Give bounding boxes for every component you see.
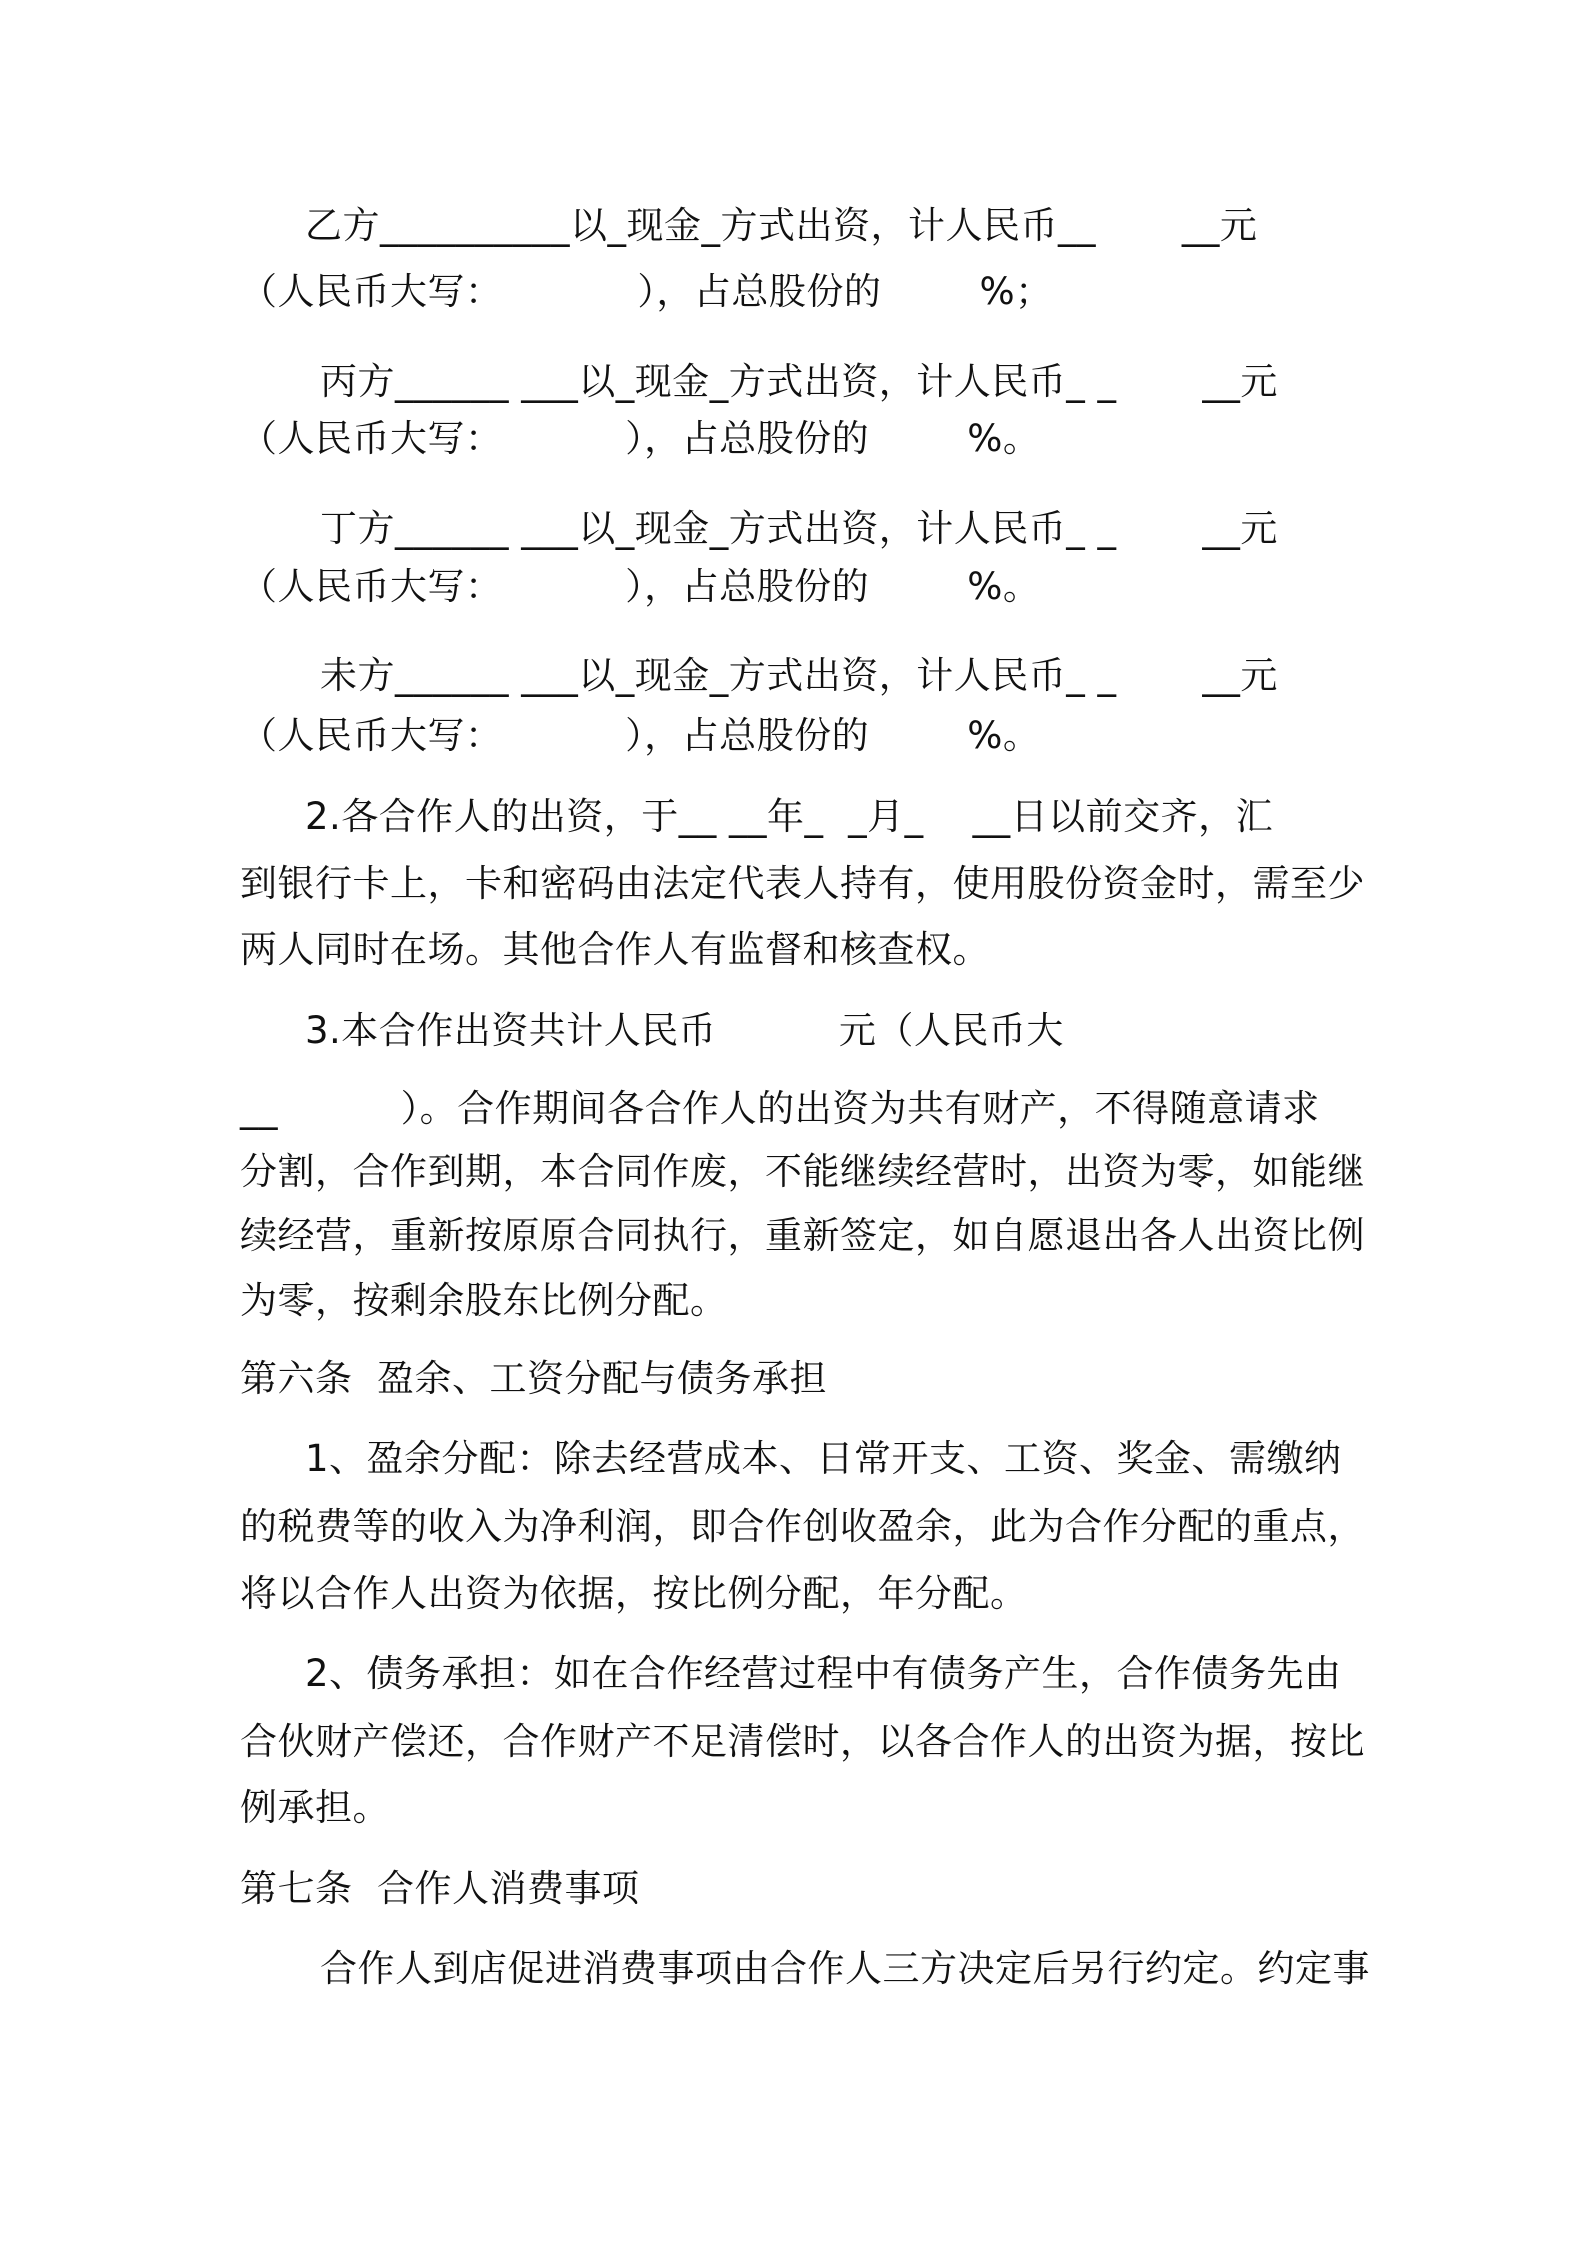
article6-item1-line3: 将以合作人出资为依据，按比例分配，年分配。 (240, 1572, 1028, 1615)
contribution-ding-line2: （人民币大写： ），占总股份的 %。 (240, 565, 1041, 608)
clause3-line5: 为零，按剩余股东比例分配。 (240, 1279, 728, 1322)
article6-heading: 第六条 盈余、工资分配与债务承担 (240, 1357, 828, 1400)
clause2-line1: 2.各合作人的出资，于__ __年_ _月_ __日以前交齐，汇 (305, 795, 1274, 838)
contribution-yi-line2: （人民币大写： ），占总股份的 %； (240, 270, 1053, 313)
clause3-line1: 3.本合作出资共计人民币 元（人民币大 (305, 1009, 1064, 1052)
clause2-line3: 两人同时在场。其他合作人有监督和核查权。 (240, 928, 990, 971)
contribution-ding-line1: 丁方______ ___以_现金_方式出资，计人民币_ _ __元 (320, 507, 1278, 550)
article7-heading: 第七条 合作人消费事项 (240, 1867, 640, 1910)
clause3-line2: __ ）。合作期间各合作人的出资为共有财产，不得随意请求 (240, 1087, 1320, 1130)
clause2-line2: 到银行卡上，卡和密码由法定代表人持有，使用股份资金时，需至少 (240, 862, 1365, 905)
clause3-line3: 分割，合作到期，本合同作废，不能继续经营时，出资为零，如能继 (240, 1150, 1365, 1193)
contribution-wei-line1: 未方______ ___以_现金_方式出资，计人民币_ _ __元 (320, 654, 1278, 697)
article6-item2-line1: 2、债务承担：如在合作经营过程中有债务产生，合作债务先由 (305, 1652, 1342, 1695)
article6-item1-line1: 1、盈余分配：除去经营成本、日常开支、工资、奖金、需缴纳 (305, 1437, 1342, 1480)
contribution-yi-line1: 乙方__________以_现金_方式出资，计人民币__ __元 (305, 204, 1258, 247)
contribution-bing-line1: 丙方______ ___以_现金_方式出资，计人民币_ _ __元 (320, 360, 1278, 403)
article6-item1-line2: 的税费等的收入为净利润，即合作创收盈余，此为合作分配的重点， (240, 1505, 1365, 1548)
contribution-wei-line2: （人民币大写： ），占总股份的 %。 (240, 714, 1041, 757)
article6-item2-line2: 合伙财产偿还，合作财产不足清偿时，以各合作人的出资为据，按比 (240, 1720, 1365, 1763)
contribution-bing-line2: （人民币大写： ），占总股份的 %。 (240, 417, 1041, 460)
article7-body-line1: 合作人到店促进消费事项由合作人三方决定后另行约定。约定事 (320, 1947, 1370, 1990)
article6-item2-line3: 例承担。 (240, 1786, 390, 1829)
clause3-line4: 续经营，重新按原原合同执行，重新签定，如自愿退出各人出资比例 (240, 1214, 1365, 1257)
